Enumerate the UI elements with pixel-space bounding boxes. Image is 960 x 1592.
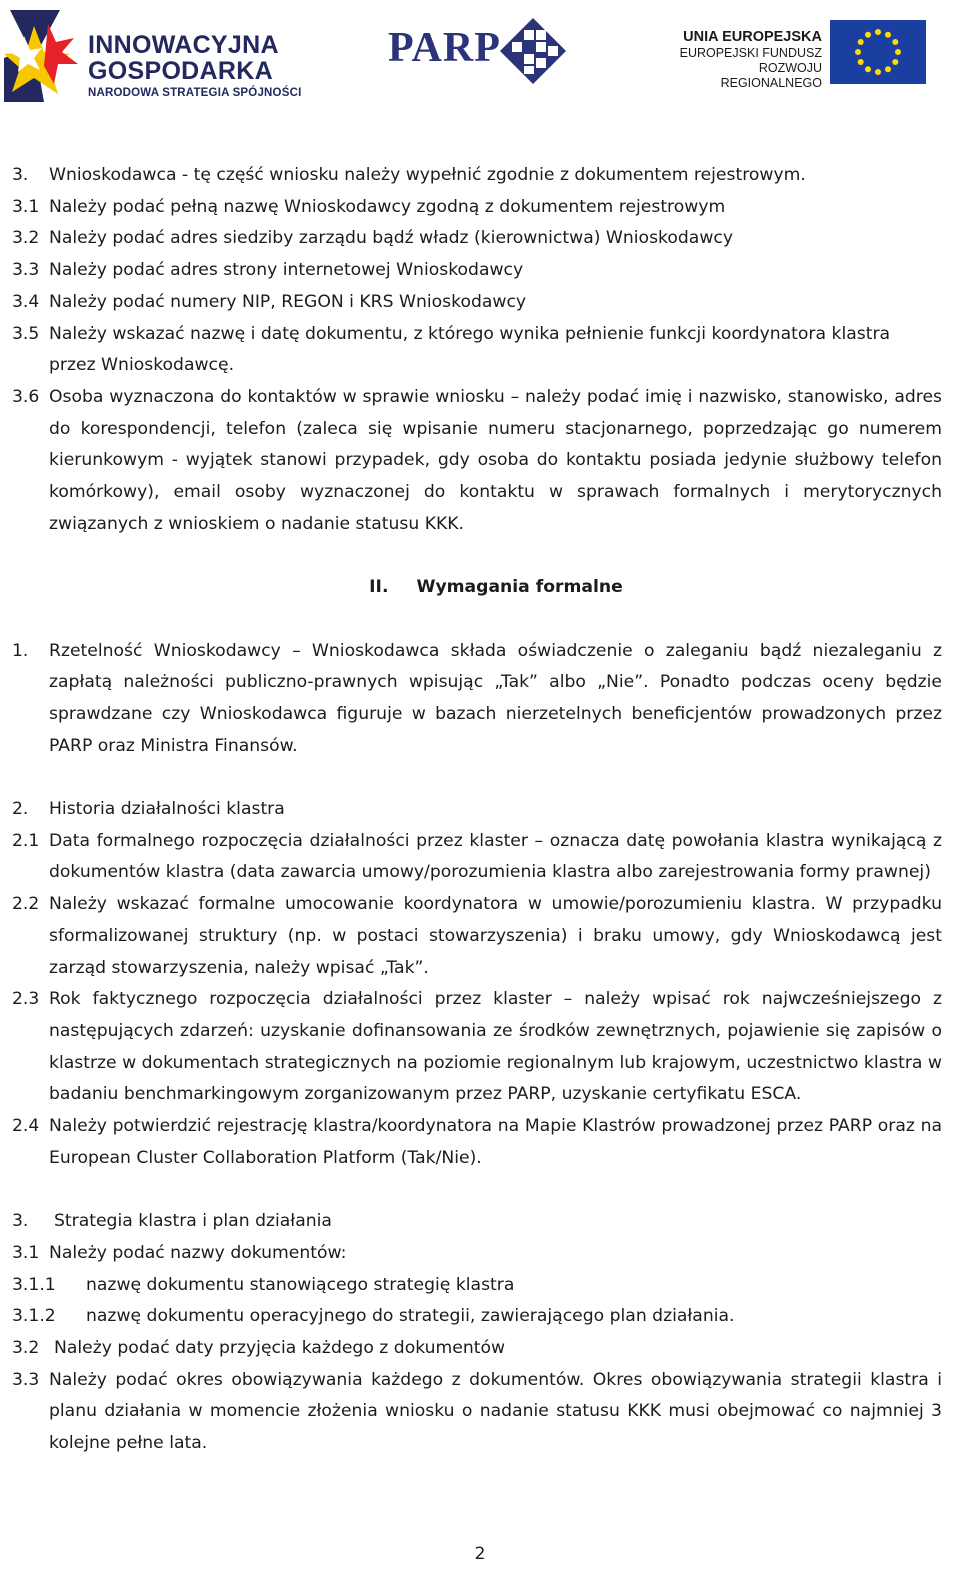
- item-number: 3.3: [12, 260, 40, 281]
- heading-number: II.: [369, 577, 389, 598]
- requirement-3-2: [12, 1333, 942, 1365]
- requirement-3-3: [12, 1365, 942, 1460]
- item-number: 3.1: [12, 196, 40, 217]
- parp-logo: [388, 18, 568, 88]
- item-number: 2.4: [12, 1116, 40, 1137]
- requirement-2-3: [12, 984, 942, 1111]
- item-text: Należy podać numery NIP, REGON i KRS Wnioskodawcy: [49, 291, 527, 312]
- item-text: Osoba wyznaczona do kontaktów w sprawie wniosku – należy podać imię i nazwisko, stanowisko, adres do korespondencji, telefon (zaleca się wpisanie numeru stacjonarnego, poprzedzając go numerem kierunkowym - wyjątek stanowi przypadek, gdy osoba do kontaktu posiada jedynie służbowy telefon komórkowy), email osoby wyznaczonej do kontaktu w sprawach formalnych i merytorycznych związanych z wnioskiem o nadanie statusu KKK.: [49, 386, 942, 534]
- item-text: Należy potwierdzić rejestrację klastra/koordynatora na Mapie Klastrów prowadzonej przez PARP oraz na European Cluster Collaboration Platform (Tak/Nie).: [49, 1116, 942, 1168]
- item-number: 2.: [12, 799, 29, 820]
- requirement-2-2: [12, 889, 942, 984]
- requirement-3-1-1: [12, 1270, 942, 1302]
- section-heading-ii: [12, 572, 942, 604]
- item-text: Rok faktycznego rozpoczęcia działalności przez klaster – należy wpisać rok najwcześniejszego z następujących zdarzeń: uzyskanie dofinansowania ze środków zewnętrznych, pojawienie się zapisów o klastrze w dokumentach strategicznych na poziomie regionalnym lub krajowym, uczestnictwo klastra w badaniu benchmarkingowym zorganizowanym przez PARP, uzyskanie certyfikatu ESCA.: [49, 989, 942, 1105]
- item-text: nazwę dokumentu operacyjnego do strategii, zawierającego plan działania.: [86, 1306, 735, 1327]
- spacer: [12, 604, 942, 636]
- eu-line1: UNIA EUROPEJSKA: [683, 29, 822, 45]
- item-text: Należy podać okres obowiązywania każdego z dokumentów. Okres obowiązywania strategii klastra i planu działania w momencie złożenia wniosku o nadanie statusu KKK musi obejmować co najmniej 3 kolejne pełne lata.: [49, 1369, 942, 1454]
- item-text: nazwę dokumentu stanowiącego strategię klastra: [86, 1274, 515, 1295]
- eu-logo: [660, 20, 930, 90]
- item-text: Należy podać daty przyjęcia każdego z dokumentów: [54, 1337, 506, 1358]
- section-3-4: [12, 287, 942, 319]
- requirement-3-1: [12, 1238, 942, 1270]
- ig-line1: INNOWACYJNA: [88, 31, 279, 59]
- requirement-2-1: [12, 826, 942, 889]
- item-text: Rzetelność Wnioskodawcy – Wnioskodawca składa oświadczenie o zaleganiu bądź niezaleganiu z zapłatą należności publiczno-prawnych wpisując „Tak” albo „Nie”. Ponadto podczas oceny będzie sprawdzane czy Wnioskodawca figuruje w bazach nierzetelnych beneficjentów prowadzonych przez PARP oraz Ministra Finansów.: [49, 640, 942, 756]
- item-number: 1.: [12, 640, 29, 661]
- innowacyjna-gospodarka-emblem: [4, 6, 84, 102]
- item-text: Należy wskazać nazwę i datę dokumentu, z którego wynika pełnienie funkcji koordynatora klastra przez Wnioskodawcę.: [49, 323, 891, 376]
- item-text: Należy podać pełną nazwę Wnioskodawcy zgodną z dokumentem rejestrowym: [49, 196, 726, 217]
- section-3-5: [12, 319, 942, 382]
- requirement-1: [12, 636, 942, 763]
- page-number: 2: [474, 1544, 486, 1564]
- heading-title: Wymagania formalne: [416, 577, 623, 598]
- ig-line2: GOSPODARKA: [88, 57, 273, 85]
- item-number: 3.6: [12, 386, 40, 407]
- item-number: 3.1: [12, 1242, 40, 1263]
- ig-line3: NARODOWA STRATEGIA SPÓJNOŚCI: [88, 87, 302, 99]
- item-number: 3.: [12, 165, 29, 185]
- eu-flag-icon: [830, 20, 926, 84]
- eu-wordmark: [660, 29, 822, 91]
- spacer: [12, 540, 942, 572]
- item-number: 3.1.2: [12, 1306, 56, 1327]
- item-number: 3.1.1: [12, 1274, 56, 1295]
- parp-emblem-icon: [500, 18, 566, 84]
- innowacyjna-gospodarka-logo: [4, 6, 304, 102]
- parp-wordmark: PARP: [388, 25, 501, 71]
- item-number: 2.2: [12, 894, 40, 915]
- requirement-2-title: [12, 794, 942, 826]
- requirement-2-4: [12, 1111, 942, 1174]
- item-text: Wnioskodawca - tę część wniosku należy wypełnić zgodnie z dokumentem rejestrowym.: [49, 165, 806, 185]
- page-header: [0, 0, 960, 110]
- eu-line2: EUROPEJSKI FUNDUSZ: [679, 46, 822, 60]
- item-text: Należy podać adres strony internetowej Wnioskodawcy: [49, 260, 524, 281]
- spacer: [12, 762, 942, 794]
- section-3-2: [12, 223, 942, 255]
- item-number: 3.2: [12, 228, 40, 249]
- section-3-1: [12, 192, 942, 224]
- item-number: 2.1: [12, 830, 40, 851]
- item-text: Historia działalności klastra: [49, 799, 285, 820]
- requirement-3-1-2: [12, 1301, 942, 1333]
- item-text: Strategia klastra i plan działania: [54, 1211, 332, 1232]
- section-3-title: [12, 160, 942, 192]
- item-text: Należy podać nazwy dokumentów:: [49, 1242, 347, 1263]
- spacer: [12, 1174, 942, 1206]
- eu-line3: ROZWOJU REGIONALNEGO: [720, 61, 822, 90]
- item-text: Data formalnego rozpoczęcia działalności przez klaster – oznacza datę powołania klastra wynikającą z dokumentów klastra (data zawarcia umowy/porozumienia klastra albo zarejestrowania formy prawnej): [49, 830, 942, 883]
- item-number: 2.3: [12, 989, 40, 1010]
- item-text: Należy wskazać formalne umocowanie koordynatora w umowie/porozumieniu klastra. W przypadku sformalizowanej struktury (np. w postaci stowarzyszenia) i braku umowy, gdy Wnioskodawcą jest zarząd stowarzyszenia, należy wpisać „Tak”.: [49, 894, 942, 978]
- item-number: 3.2: [12, 1337, 40, 1358]
- item-number: 3.: [12, 1211, 29, 1232]
- item-number: 3.3: [12, 1369, 40, 1390]
- section-3-3: [12, 255, 942, 287]
- document-body: [12, 160, 942, 1460]
- innowacyjna-gospodarka-wordmark: [88, 32, 301, 99]
- item-number: 3.4: [12, 291, 40, 312]
- item-number: 3.5: [12, 323, 40, 344]
- requirement-3-title: [12, 1206, 942, 1238]
- section-3-6: [12, 382, 942, 541]
- item-text: Należy podać adres siedziby zarządu bądź władz (kierownictwa) Wnioskodawcy: [49, 228, 733, 249]
